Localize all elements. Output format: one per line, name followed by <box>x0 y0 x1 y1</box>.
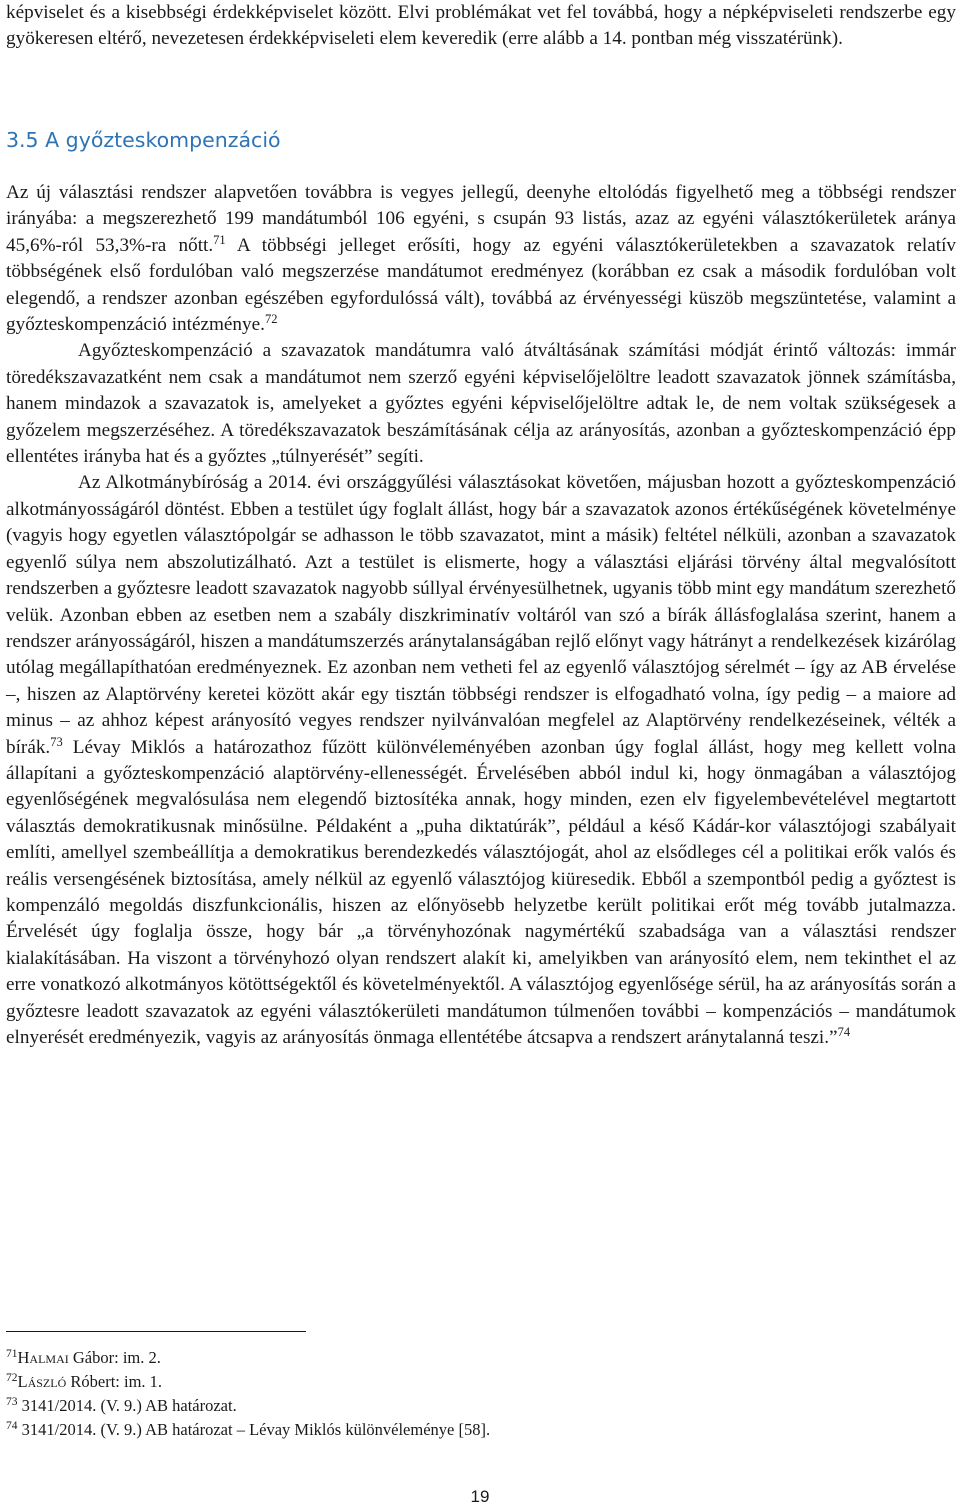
footnote-number: 74 <box>6 1420 18 1432</box>
footnote-separator <box>6 1331 306 1332</box>
section-number: 3.5 <box>6 128 39 152</box>
footnote-text: 3141/2014. (V. 9.) AB határozat – Lévay Miklós különvéleménye [58]. <box>21 1420 491 1439</box>
footnote-74 <box>6 1418 956 1442</box>
document-page <box>6 0 956 1512</box>
footnote-text: Róbert: im. 1. <box>66 1372 163 1391</box>
body-paragraph-2 <box>6 338 956 470</box>
paragraph-1-text-b: A többségi jelleget erősíti, hogy az egyéni választókerületekben a szavazatok relatív többségének első fordulóban való megszerzése mandátumot eredményez (korábban ez csak a második fordulóban volt elegendő, a rendszer azonban egészében egyfordulóssá vált), továbbá az érvényességi küszöb megszüntetése, valamint a győzteskompenzáció intézménye. <box>6 234 956 336</box>
paragraph-1-text-a: Az új választási rendszer alapvetően továbbra is vegyes jellegű, deenyhe eltolódás figyelhető meg a többségi rendszer irányába: a megszerezhető 199 mandátumból 106 egyéni, s csupán 93 listás, azaz az egyéni választókerületek aránya 45,6%-ról 53,3%-ra nőtt. <box>6 182 956 256</box>
footnote-ref-71[interactable]: 71 <box>213 232 226 247</box>
footnote-ref-72[interactable]: 72 <box>264 312 278 327</box>
footnote-text: Gábor: im. 2. <box>68 1348 161 1367</box>
paragraph-2-text: Agyőzteskompenzáció a szavazatok mandátumra való átváltásának számítási módját érintő változás: immár töredékszavazatként nem csak a mandátumot nem szerző egyéni képviselőjelöltre leadott szavazatok jönnek számításba, hanem mindazok a szavazatok is, amelyeket a győztes egyéni képviselőjelöltre adtak le, de nem voltak szükségesek a győzelem megszerzéséhez. A töredékszavazatok beszámításának célja az arányosítás, azonban a győzteskompenzáció épp ellentétes irányba hat és a győztes „túlnyerését” segíti. <box>6 340 956 468</box>
footnote-number: 71 <box>6 1348 18 1360</box>
footnote-number: 73 <box>6 1396 18 1408</box>
intro-paragraph-block <box>6 0 956 53</box>
paragraph-3-text-a: Az Alkotmánybíróság a 2014. évi országgyűlési választásokat követően, májusban hozott a győzteskompenzáció alkotmányosságáról döntést. Ebben a testület úgy foglalt állást, hogy bár a szavazatok azonos értékűségének követelménye (vagyis hogy egyetlen választópolgár se adhasson le több szavazatot, mint a másik) feltétel nélküli, azonban a szavazatok egyenlő súlya nem abszolutizálható. Azt a testület is elismerte, hogy a választási eljárási törvény által megvalósított rendszerben a győztesre leadott szavazatok nagyobb súllyal érvényesülhetnek, ugyanis több mint egy mandátum szerezhető velük. Azonban ebben az esetben nem a szabály diszkriminatív voltáról van szó a bírák állásfoglalása szerint, hanem a rendszer arányosságáról, hiszen a mandátumszerzés aránytalanságában rejlő előnyt vagy hátrányt a rendelkezések kizárólag utólag megállapíthatóan eredményeznek. Ez azonban nem vetheti fel az egyenlő választójog sérelmét – így az AB érvelése –, hiszen az Alaptörvény keretei között akár egy tisztán többségi rendszer is elfogadható volna, így pedig – a maiore ad minus – az ahhoz képest arányosító vegyes rendszer nyilvánvalóan megfelel az Alaptörvény rendelkezéseinek, vélték a bírák. <box>6 472 956 758</box>
section-body <box>6 180 956 1051</box>
footnote-72 <box>6 1370 956 1394</box>
footnotes <box>6 1346 956 1442</box>
footnote-author: Halmai <box>17 1348 69 1367</box>
footnote-73 <box>6 1394 956 1418</box>
footnote-ref-74[interactable]: 74 <box>837 1025 851 1039</box>
footnote-ref-73[interactable]: 73 <box>50 734 63 749</box>
intro-paragraph: képviselet és a kisebbségi érdekképviselet között. Elvi problémákat vet fel továbbá, hogy a népképviseleti rendszerbe egy gyökeresen eltérő, nevezetesen érdekképviseleti elem keveredik (erre alább a 14. pontban még visszatérünk). <box>6 2 956 50</box>
footnote-author: László <box>17 1372 67 1391</box>
paragraph-3-text-b: Lévay Miklós a határozathoz fűzött különvéleményében azonban úgy foglal állást, hogy meg kellett volna állapítani a győzteskompenzáció alaptörvény-ellenességét. Érvelésében abból indul ki, hogy önmagában a választójog egyenlőségének megvalósulása nem elegendő biztosítéka annak, hogy minden, ezen elv figyelembevételével megtartott választás demokratikusnak minősülne. Példaként a „puha diktatúrák”, például a késő Kádár-kor választójogi szabályait említi, amellyel szembeállítja a demokratikus berendezkedés választójogát, ahol az elsődleges cél a politikai erők valós és reális versengésének biztosítása, amely nélkül az egyenlő választójog kiüresedik. Ebből a szempontból pedig a győztest is kompenzáló megoldás diszfunkcionális, hiszen az előnyösebb helyzetbe került politikai erőt még tovább jutalmazza. Érvelését úgy foglalja össze, hogy bár „a törvényhozónak nagymértékű szabadsága van a választási rendszer kialakításában. Ha viszont a törvényhozó olyan rendszert alakít ki, amelyikben van arányosító elem, nem tekinthet el az erre vonatkozó alkotmányos kötöttségektől és követelményektől. A választójog egyenlősége sérül, ha az arányosítás során a győztesre leadott szavazatok az egyéni választókerületi mandátumon túlmenően további – kompenzációs – mandátumok elnyerését eredményezik, vagyis az arányosítás önmaga ellentétébe átcsapva a rendszert aránytalanná teszi.” <box>6 736 956 1048</box>
footnote-text: 3141/2014. (V. 9.) AB határozat. <box>21 1396 237 1415</box>
footnote-71 <box>6 1346 956 1370</box>
body-paragraph-3 <box>6 470 956 1051</box>
footnote-number: 72 <box>6 1372 18 1384</box>
page-number: 19 <box>470 1487 490 1506</box>
section-title: A győzteskompenzáció <box>45 128 281 152</box>
body-paragraph-1 <box>6 180 956 338</box>
section-heading <box>6 128 281 152</box>
